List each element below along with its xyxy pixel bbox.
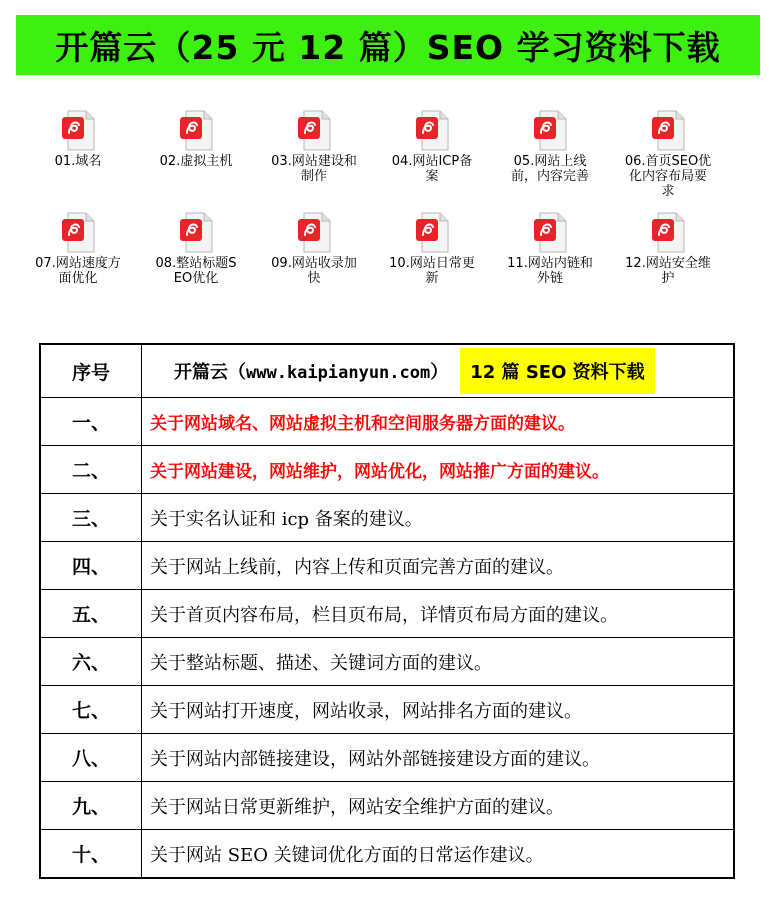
row-number: 六、	[40, 638, 142, 686]
table-row	[40, 446, 734, 494]
file-item[interactable]	[620, 212, 716, 286]
row-number: 八、	[40, 734, 142, 782]
row-number: 二、	[40, 446, 142, 494]
file-label: 02.虚拟主机	[159, 154, 233, 169]
file-label: 11.网站内链和外链	[507, 256, 593, 286]
table-row	[40, 542, 734, 590]
col-title-header	[142, 344, 735, 398]
site-url[interactable]: www.kaipianyun.com	[246, 363, 431, 383]
file-label: 09.网站收录加快	[271, 256, 357, 286]
row-number: 十、	[40, 830, 142, 879]
file-item[interactable]	[384, 110, 480, 184]
file-label: 08.整站标题SEO优化	[155, 256, 237, 286]
row-text: 关于整站标题、描述、关键词方面的建议。	[142, 638, 735, 686]
file-item[interactable]	[148, 110, 244, 169]
file-label: 01.域名	[54, 154, 102, 169]
pdf-icon	[532, 110, 568, 152]
file-label: 12.网站安全维护	[625, 256, 711, 286]
page-title: 开篇云（25 元 12 篇）SEO 学习资料下载	[55, 27, 721, 67]
file-label: 05.网站上线前，内容完善	[510, 154, 589, 184]
pdf-icon	[650, 212, 686, 254]
file-item[interactable]	[148, 212, 244, 286]
pdf-icon	[178, 110, 214, 152]
table-row	[40, 494, 734, 542]
file-item[interactable]	[502, 212, 598, 286]
pdf-icon	[60, 110, 96, 152]
row-text: 关于网站打开速度，网站收录，网站排名方面的建议。	[142, 686, 735, 734]
pdf-icon	[296, 110, 332, 152]
table-row	[40, 734, 734, 782]
download-button[interactable]: 12 篇 SEO 资料下载	[460, 348, 654, 394]
row-number: 九、	[40, 782, 142, 830]
row-number: 四、	[40, 542, 142, 590]
row-number: 七、	[40, 686, 142, 734]
row-text: 关于网站建设，网站维护，网站优化，网站推广方面的建议。	[142, 446, 735, 494]
table-row	[40, 686, 734, 734]
table-row	[40, 782, 734, 830]
file-label: 10.网站日常更新	[389, 256, 475, 286]
row-text: 关于网站内部链接建设，网站外部链接建设方面的建议。	[142, 734, 735, 782]
file-item[interactable]	[266, 110, 362, 184]
pdf-icon	[414, 212, 450, 254]
pdf-icon	[650, 110, 686, 152]
row-number: 三、	[40, 494, 142, 542]
file-item[interactable]	[30, 110, 126, 169]
header-banner	[16, 15, 760, 75]
pdf-icon	[296, 212, 332, 254]
file-item[interactable]	[502, 110, 598, 184]
file-label: 04.网站ICP备案	[391, 154, 473, 184]
pdf-icon	[178, 212, 214, 254]
seo-topics-table	[39, 343, 735, 879]
file-label: 06.首页SEO优化内容布局要求	[624, 154, 712, 199]
file-item[interactable]	[30, 212, 126, 286]
file-item[interactable]	[620, 110, 716, 199]
row-text: 关于网站域名、网站虚拟主机和空间服务器方面的建议。	[142, 398, 735, 446]
table-row	[40, 590, 734, 638]
file-item[interactable]	[266, 212, 362, 286]
file-label: 03.网站建设和制作	[271, 154, 357, 184]
brand-close: ）	[430, 362, 449, 383]
row-text: 关于网站上线前，内容上传和页面完善方面的建议。	[142, 542, 735, 590]
table-header-row	[40, 344, 734, 398]
pdf-icon	[532, 212, 568, 254]
pdf-icon	[60, 212, 96, 254]
row-number: 五、	[40, 590, 142, 638]
file-item[interactable]	[384, 212, 480, 286]
pdf-icon	[414, 110, 450, 152]
row-number: 一、	[40, 398, 142, 446]
table-row	[40, 830, 734, 879]
row-text: 关于首页内容布局，栏目页布局，详情页布局方面的建议。	[142, 590, 735, 638]
row-text: 关于实名认证和 icp 备案的建议。	[142, 494, 735, 542]
col-number-header: 序号	[40, 344, 142, 398]
table-row	[40, 398, 734, 446]
file-label: 07.网站速度方面优化	[35, 256, 121, 286]
table-row	[40, 638, 734, 686]
row-text: 关于网站日常更新维护，网站安全维护方面的建议。	[142, 782, 735, 830]
brand-name: 开篇云（	[174, 362, 246, 383]
row-text: 关于网站 SEO 关键词优化方面的日常运作建议。	[142, 830, 735, 879]
